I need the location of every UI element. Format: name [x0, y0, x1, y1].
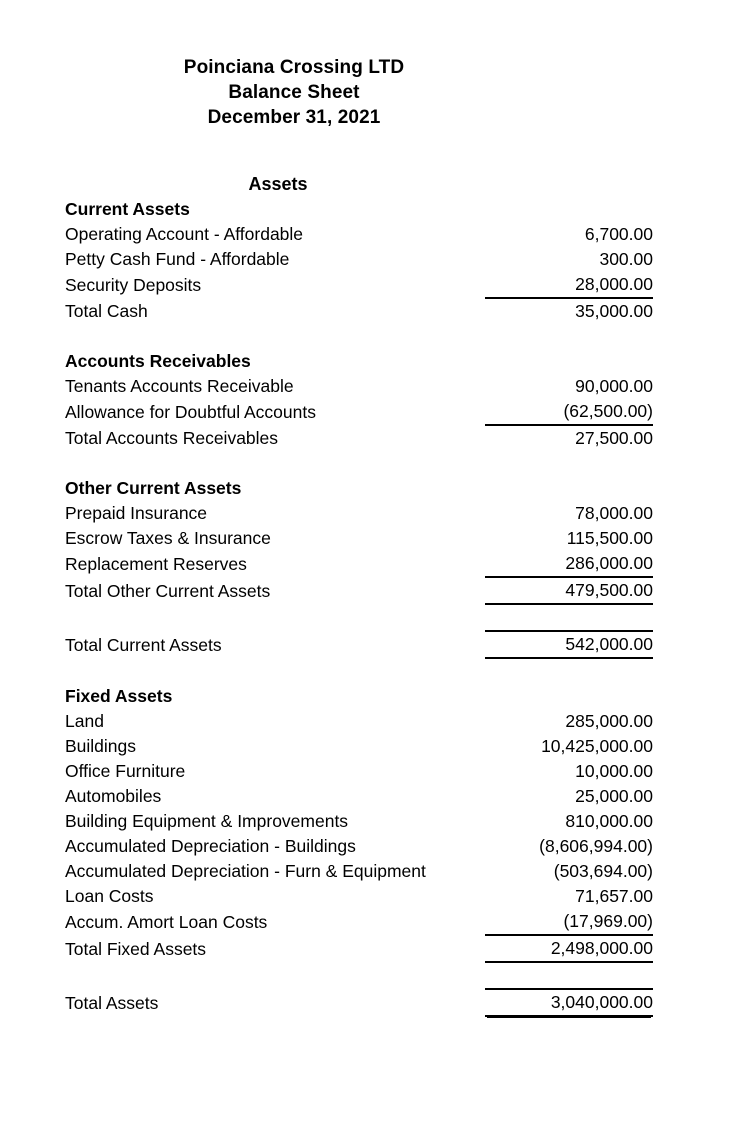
row-label: Total Accounts Receivables — [65, 428, 279, 448]
spacer-row — [65, 324, 653, 349]
row-label: Prepaid Insurance — [65, 503, 208, 523]
row-amount: 6,700.00 — [584, 224, 653, 244]
table-row — [65, 272, 653, 298]
group-label: Accounts Receivables — [65, 351, 251, 371]
spacer-row — [65, 451, 653, 476]
group-label: Fixed Assets — [65, 686, 173, 706]
row-label: Total Fixed Assets — [65, 939, 207, 959]
row-label: Replacement Reserves — [65, 554, 247, 574]
row-label: Loan Costs — [65, 886, 154, 906]
group-header-fixed-assets — [65, 684, 653, 709]
row-label: Escrow Taxes & Insurance — [65, 528, 271, 548]
row-label: Office Furniture — [65, 761, 186, 781]
table-row — [65, 884, 653, 909]
row-amount: (17,969.00) — [563, 911, 653, 931]
table-row — [65, 551, 653, 577]
subtotal-row-total-accounts-receivables — [65, 425, 653, 451]
row-label: Accum. Amort Loan Costs — [65, 912, 268, 932]
row-amount: 71,657.00 — [575, 886, 653, 906]
row-amount: 10,000.00 — [575, 761, 653, 781]
row-amount: 479,500.00 — [485, 577, 653, 604]
row-label: Total Cash — [65, 301, 148, 321]
table-row — [65, 526, 653, 551]
row-amount: 115,500.00 — [566, 528, 653, 548]
document-header — [0, 0, 588, 130]
table-row — [65, 374, 653, 399]
row-amount: 2,498,000.00 — [485, 935, 653, 962]
row-amount: (8,606,994.00) — [539, 836, 653, 856]
spacer-row — [65, 658, 653, 684]
row-label: Buildings — [65, 736, 137, 756]
row-label: Automobiles — [65, 786, 162, 806]
table-row — [65, 809, 653, 834]
row-label: Accumulated Depreciation - Buildings — [65, 836, 356, 856]
table-row — [65, 759, 653, 784]
row-amount: 10,425,000.00 — [541, 736, 653, 756]
table-row — [65, 834, 653, 859]
row-amount: 810,000.00 — [565, 811, 653, 831]
row-amount: 3,040,000.00 — [485, 989, 653, 1016]
subtotal-row-total-cash — [65, 298, 653, 324]
group-amount-blank — [485, 349, 653, 374]
row-label: Security Deposits — [65, 275, 202, 295]
table-row — [65, 859, 653, 884]
row-label: Accumulated Depreciation - Furn & Equipment — [65, 861, 426, 881]
group-amount-blank — [485, 684, 653, 709]
group-amount-blank — [485, 197, 653, 222]
row-label: Building Equipment & Improvements — [65, 811, 349, 831]
group-header-accounts-receivables — [65, 349, 653, 374]
statement-title: Balance Sheet — [228, 82, 360, 103]
row-label: Total Other Current Assets — [65, 581, 271, 601]
grand-total-row-total-assets — [65, 989, 653, 1016]
row-amount: (503,694.00) — [553, 861, 653, 881]
row-amount: 286,000.00 — [565, 553, 653, 573]
row-amount: (62,500.00) — [563, 401, 653, 421]
row-amount: 542,000.00 — [485, 631, 653, 658]
group-header-current-assets — [65, 197, 653, 222]
table-row — [65, 222, 653, 247]
statement-body — [0, 172, 736, 1017]
assets-ledger-table — [65, 197, 653, 1017]
statement-date: December 31, 2021 — [207, 107, 381, 128]
row-amount: 25,000.00 — [575, 786, 653, 806]
table-row — [65, 247, 653, 272]
row-amount: 90,000.00 — [575, 376, 653, 396]
row-amount: 27,500.00 — [485, 425, 653, 451]
row-label: Tenants Accounts Receivable — [65, 376, 294, 396]
subtotal-row-total-current-assets — [65, 631, 653, 658]
table-row — [65, 909, 653, 935]
group-label: Other Current Assets — [65, 478, 242, 498]
assets-section-heading: Assets — [248, 174, 308, 194]
table-row — [65, 784, 653, 809]
row-label: Petty Cash Fund - Affordable — [65, 249, 290, 269]
group-header-other-current-assets — [65, 476, 653, 501]
row-amount: 35,000.00 — [485, 298, 653, 324]
row-label: Land — [65, 711, 104, 731]
row-amount: 78,000.00 — [575, 503, 653, 523]
row-label: Total Assets — [65, 993, 159, 1013]
spacer-row — [65, 962, 653, 989]
table-row — [65, 709, 653, 734]
row-label: Total Current Assets — [65, 635, 222, 655]
row-label: Allowance for Doubtful Accounts — [65, 402, 316, 422]
group-amount-blank — [485, 476, 653, 501]
spacer-row — [65, 604, 653, 631]
row-amount: 28,000.00 — [575, 274, 653, 294]
table-row — [65, 399, 653, 425]
table-row — [65, 501, 653, 526]
row-amount: 285,000.00 — [565, 711, 653, 731]
row-amount: 300.00 — [599, 249, 653, 269]
subtotal-row-total-other-current-assets — [65, 577, 653, 604]
group-label: Current Assets — [65, 199, 190, 219]
company-name: Poinciana Crossing LTD — [183, 57, 405, 78]
table-row — [65, 734, 653, 759]
subtotal-row-total-fixed-assets — [65, 935, 653, 962]
row-label: Operating Account - Affordable — [65, 224, 304, 244]
